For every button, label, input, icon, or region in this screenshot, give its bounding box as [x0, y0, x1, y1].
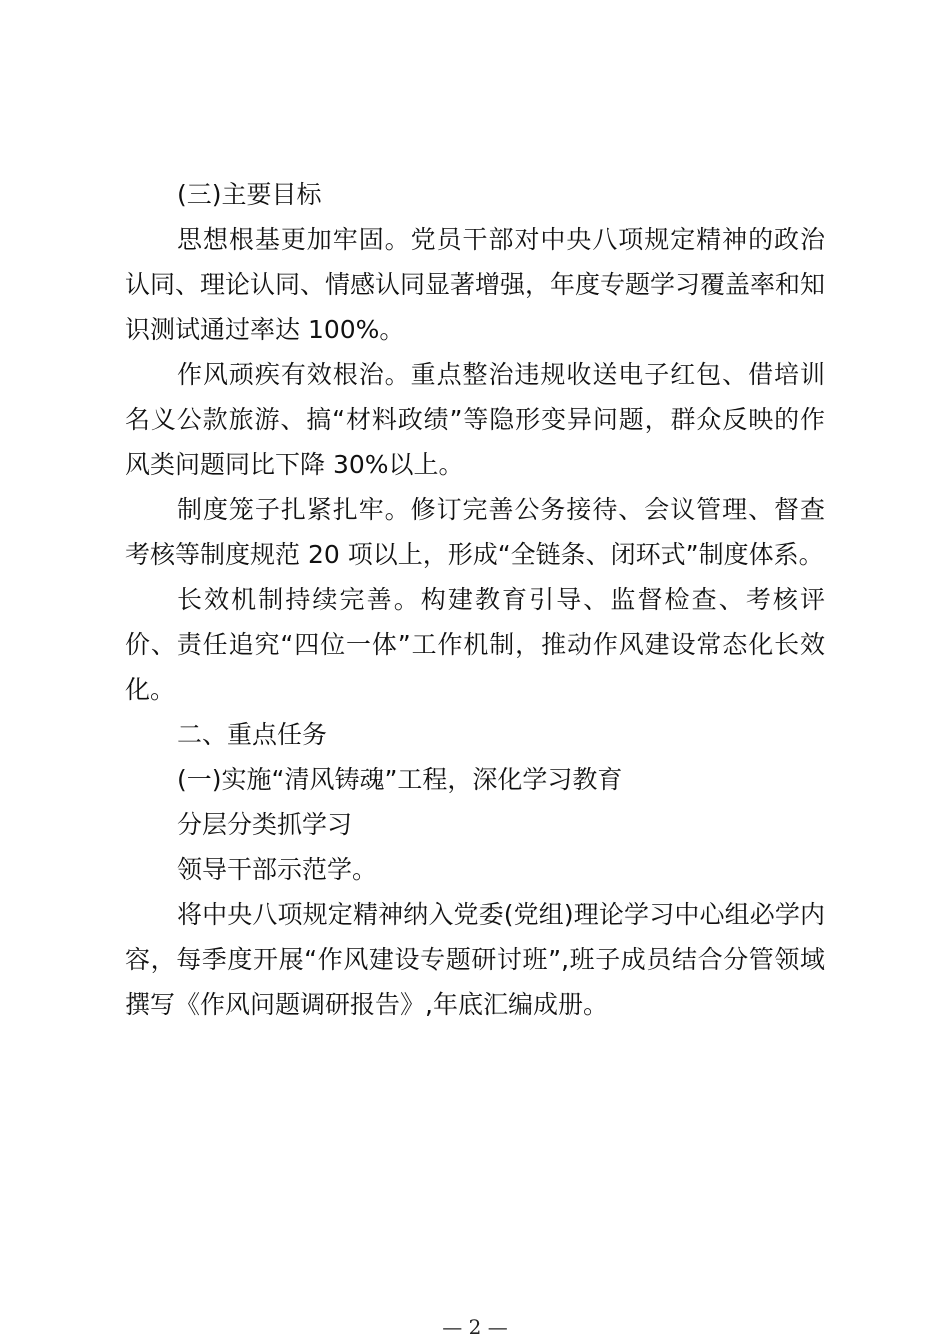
subheading-tiered-learning: 分层分类抓学习 — [177, 810, 353, 839]
subsection-heading-qingfeng-project: (一)实施“清风铸魂”工程，深化学习教育 — [177, 765, 623, 794]
document-body — [125, 172, 825, 1027]
paragraph-study-program: 将中央八项规定精神纳入党委(党组)理论学习中心组必学内容，每季度开展“作风建设专题研讨班”,班子成员结合分管领域撰写《作风问题调研报告》,年底汇编成册。 — [125, 900, 825, 1019]
paragraph-ideological-foundation: 思想根基更加牢固。党员干部对中央八项规定精神的政治认同、理论认同、情感认同显著增强，年度专题学习覆盖率和知识测试通过率达 100%。 — [125, 225, 826, 344]
page-number: — 2 — — [442, 1315, 508, 1339]
section-heading-main-goals: (三)主要目标 — [177, 180, 322, 209]
subheading-leaders-learning: 领导干部示范学。 — [177, 855, 378, 884]
paragraph-work-style-issues: 作风顽疾有效根治。重点整治违规收送电子红包、借培训名义公款旅游、搞“材料政绩”等隐形变异问题，群众反映的作风类问题同比下降 30%以上。 — [125, 360, 825, 479]
paragraph-long-term-mechanism: 长效机制持续完善。构建教育引导、监督检查、考核评价、责任追究“四位一体”工作机制，推动作风建设常态化长效化。 — [125, 585, 825, 704]
section-heading-key-tasks: 二、重点任务 — [177, 720, 328, 749]
paragraph-institutional-system: 制度笼子扎紧扎牢。修订完善公务接待、会议管理、督查考核等制度规范 20 项以上，形成“全链条、闭环式”制度体系。 — [125, 495, 825, 569]
